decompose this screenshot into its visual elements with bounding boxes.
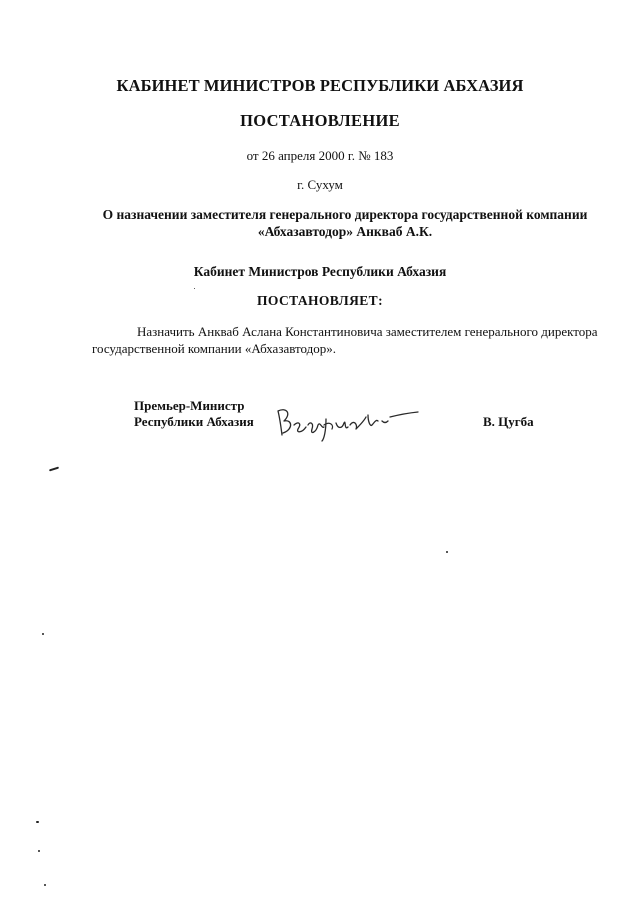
signer-title-line-2: Республики Абхазия xyxy=(134,414,254,429)
decree-heading: ПОСТАНОВЛЯЕТ: xyxy=(256,293,383,308)
scan-mark xyxy=(49,467,59,472)
document-date-number: от 26 апреля 2000 г. № 183 xyxy=(246,148,394,163)
signer-title xyxy=(134,398,254,430)
subject-line-2: «Абхазавтодор» Анкваб А.К. xyxy=(257,224,433,239)
signer-title-line-1: Премьер-Министр xyxy=(134,398,245,413)
scan-mark xyxy=(446,551,448,553)
signer-name: В. Цугба xyxy=(483,414,534,429)
scan-mark xyxy=(194,288,195,289)
scan-mark xyxy=(36,821,39,823)
handwritten-signature-icon xyxy=(272,395,422,443)
subject-line-1: О назначении заместителя генерального директора государственной компании xyxy=(102,207,588,222)
scan-mark xyxy=(38,850,40,852)
organization-title: КАБИНЕТ МИНИСТРОВ РЕСПУБЛИКИ АБХАЗИЯ xyxy=(116,76,524,95)
document-type: ПОСТАНОВЛЕНИЕ xyxy=(240,111,400,130)
body-text-line-1: Назначить Анкваб Аслана Константиновича заместителем генерального директора xyxy=(137,324,598,339)
document-city: г. Сухум xyxy=(297,177,343,192)
body-text-line-2: государственной компании «Абхазавтодор». xyxy=(92,341,337,356)
document-subject xyxy=(95,206,595,240)
scan-mark xyxy=(42,633,44,635)
body-paragraph xyxy=(92,323,612,357)
body-intro: Кабинет Министров Республики Абхазия xyxy=(193,264,447,279)
scan-mark xyxy=(44,884,46,886)
